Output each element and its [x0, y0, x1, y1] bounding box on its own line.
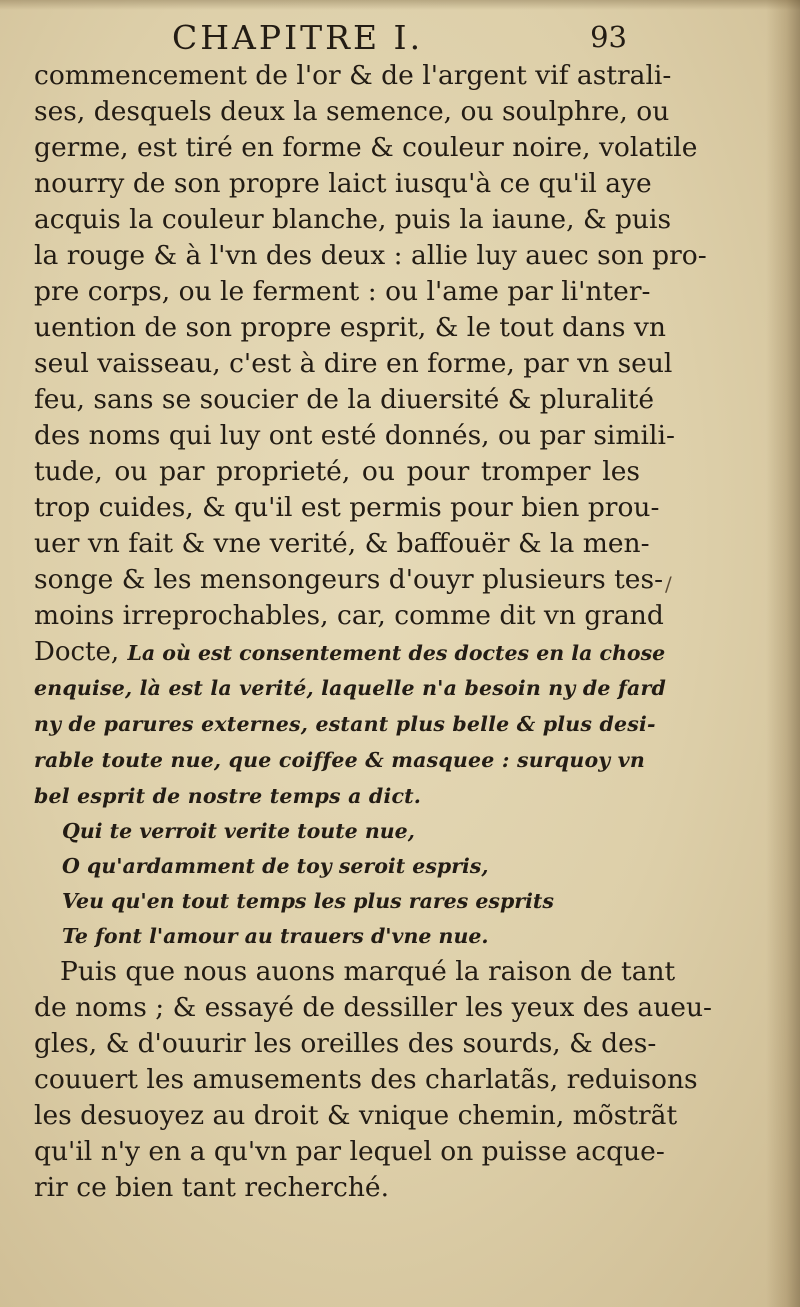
text-line: uer vn fait & vne verité, & baffouër & la men-: [34, 528, 650, 559]
text-line: feu, sans se soucier de la diuersité & pluralité: [34, 384, 655, 415]
text-line: des noms qui luy ont esté donnés, ou par simili-: [34, 420, 675, 451]
page-gutter-shadow: [766, 0, 800, 1307]
text-line: nourry de son propre laict iusqu'à ce qu'il aye: [34, 168, 652, 199]
text-line: tude, ou par proprieté, ou pour tromper les: [34, 456, 640, 487]
quote-line: bel esprit de nostre temps a dict.: [34, 784, 422, 808]
paragraph-1: [34, 58, 707, 634]
page-header: [172, 18, 627, 62]
text-line: uention de son propre esprit, & le tout dans vn: [34, 312, 666, 343]
text-line: couuert les amusements des charlatãs, reduisons: [34, 1064, 698, 1095]
text-line: pre corps, ou le ferment : ou l'ame par li'nter-: [34, 276, 651, 307]
text-line: germe, est tiré en forme & couleur noire, volatile: [34, 132, 698, 163]
quote-start: La où est consentement des doctes en la chose: [127, 641, 666, 665]
paragraph-2: [34, 954, 712, 1206]
text-line: trop cuides, & qu'il est permis pour bien prou-: [34, 492, 660, 523]
text-line: moins irreprochables, car, comme dit vn grand: [34, 600, 664, 631]
text-line-docte: [34, 634, 666, 670]
running-head: CHAPITRE I.: [172, 18, 424, 57]
text-line: gles, & d'ouurir les oreilles des sourds, & des-: [34, 1028, 657, 1059]
margin-stroke-mark: /: [665, 572, 672, 596]
text-line: commencement de l'or & de l'argent vif astrali-: [34, 60, 672, 91]
verse-line: Veu qu'en tout temps les plus rares esprits: [62, 889, 554, 913]
verse-line: O qu'ardamment de toy seroit espris,: [62, 854, 489, 878]
quote-line: rable toute nue, que coiffee & masquee : surquoy vn: [34, 748, 645, 772]
text-line: seul vaisseau, c'est à dire en forme, par vn seul: [34, 348, 673, 379]
text-line: ses, desquels deux la semence, ou soulphre, ou: [34, 96, 670, 127]
page-number: 93: [590, 20, 627, 54]
text-line: de noms ; & essayé de dessiller les yeux des aueu-: [34, 992, 712, 1023]
quotation: [34, 670, 666, 814]
page-body: [34, 58, 712, 1206]
docte-word: Docte,: [34, 637, 120, 667]
text-line: acquis la couleur blanche, puis la iaune, & puis: [34, 204, 672, 235]
verse-stanza: [34, 814, 640, 954]
text-line: songe & les mensongeurs d'ouyr plusieurs tes-: [34, 564, 664, 595]
quote-line: enquise, là est la verité, laquelle n'a besoin ny de fard: [34, 676, 666, 700]
text-line: les desuoyez au droit & vnique chemin, mõstrãt: [34, 1100, 678, 1131]
verse-line: Qui te verroit verite toute nue,: [62, 819, 415, 843]
text-line: rir ce bien tant recherché.: [34, 1172, 390, 1203]
text-line: qu'il n'y en a qu'vn par lequel on puisse acque-: [34, 1136, 665, 1167]
quote-line: ny de parures externes, estant plus belle & plus desi-: [34, 712, 656, 736]
page-top-shadow: [0, 0, 800, 10]
verse-line: Te font l'amour au trauers d'vne nue.: [62, 924, 489, 948]
text-line: Puis que nous auons marqué la raison de tant: [60, 956, 676, 987]
text-line: la rouge & à l'vn des deux : allie luy auec son pro-: [34, 240, 707, 271]
